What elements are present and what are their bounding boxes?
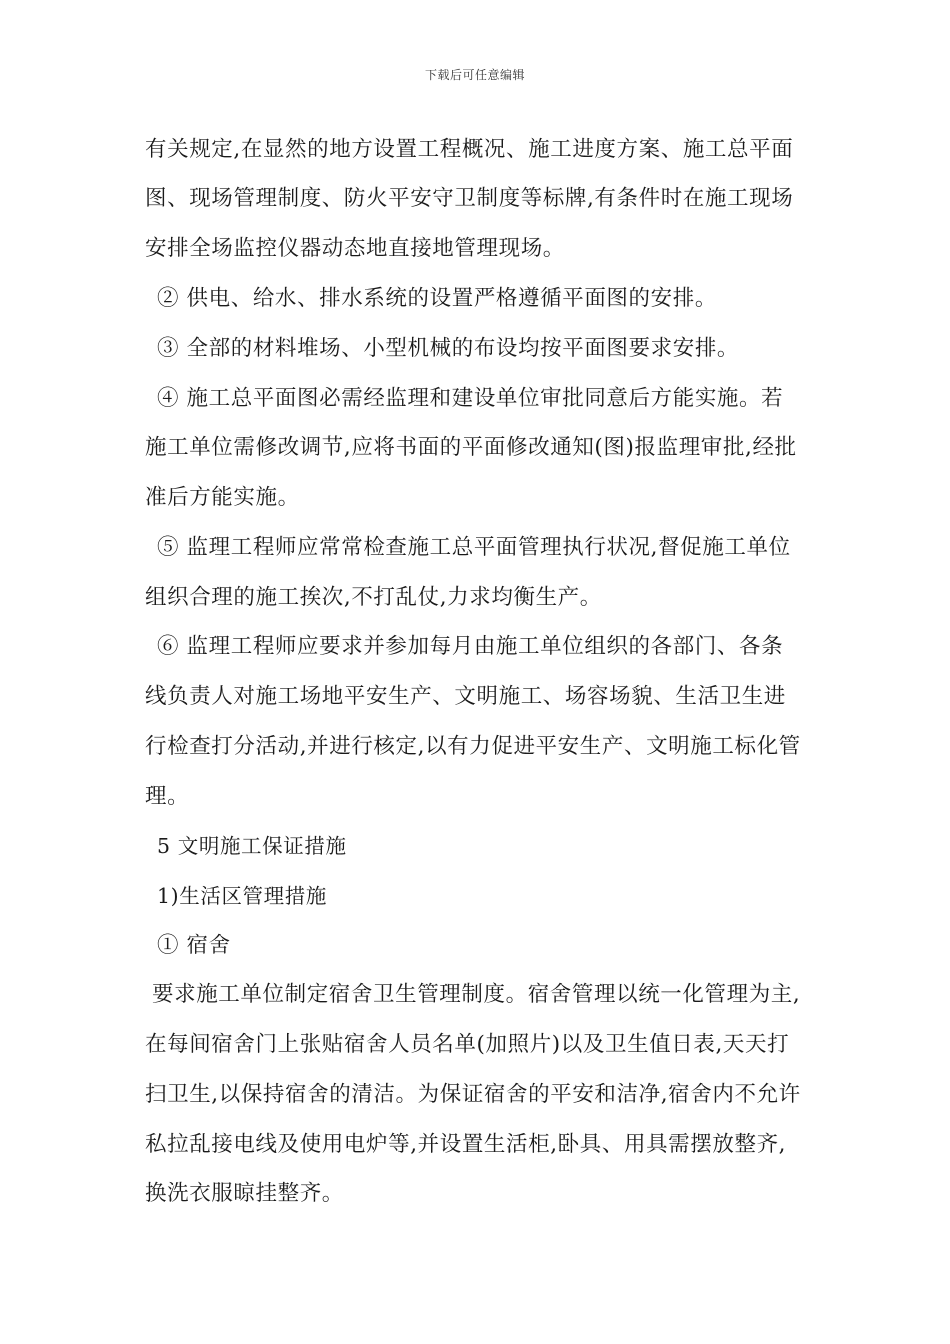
- body-line: 施工单位需修改调节,应将书面的平面修改通知(图)报监理审批,经批: [145, 435, 797, 460]
- body-line: 在每间宿舍门上张贴宿舍人员名单(加照片)以及卫生值日表,天天打: [145, 1032, 790, 1057]
- body-line: 组织合理的施工挨次,不打乱仗,力求均衡生产。: [145, 585, 602, 610]
- body-line: 扫卫生,以保持宿舍的清洁。为保证宿舍的平安和洁净,宿舍内不允许: [145, 1082, 801, 1107]
- list-item-2: ② 供电、给水、排水系统的设置严格遵循平面图的安排。: [157, 286, 717, 311]
- list-item-4: ④ 施工总平面图必需经监理和建设单位审批同意后方能实施。若: [157, 386, 784, 411]
- subsection-heading: 1)生活区管理措施: [157, 884, 327, 908]
- list-item-1: ① 宿舍: [157, 933, 231, 958]
- body-line: 理。: [145, 784, 190, 809]
- body-line: 准后方能实施。: [145, 485, 300, 510]
- body-line: 安排全场监控仪器动态地直接地管理现场。: [145, 236, 565, 261]
- list-item-6: ⑥ 监理工程师应要求并参加每月由施工单位组织的各部门、各条: [157, 634, 784, 659]
- body-line: 换洗衣服晾挂整齐。: [145, 1181, 344, 1206]
- list-item-3: ③ 全部的材料堆场、小型机械的布设均按平面图要求安排。: [157, 336, 740, 361]
- section-heading: 5 文明施工保证措施: [157, 834, 347, 858]
- body-line: 有关规定,在显然的地方设置工程概况、施工进度方案、施工总平面: [145, 137, 794, 162]
- page-header: 下载后可任意编辑: [424, 68, 525, 82]
- list-item-5: ⑤ 监理工程师应常常检查施工总平面管理执行状况,督促施工单位: [157, 535, 791, 560]
- body-line: 行检查打分活动,并进行核定,以有力促进平安生产、文明施工标化管: [145, 734, 801, 759]
- body-line: 线负责人对施工场地平安生产、文明施工、场容场貌、生活卫生进: [145, 684, 786, 709]
- body-line: 要求施工单位制定宿舍卫生管理制度。宿舍管理以统一化管理为主,: [152, 982, 801, 1007]
- body-line: 图、现场管理制度、防火平安守卫制度等标牌,有条件时在施工现场: [145, 186, 794, 211]
- body-line: 私拉乱接电线及使用电炉等,并设置生活柜,卧具、用具需摆放整齐,: [145, 1132, 787, 1157]
